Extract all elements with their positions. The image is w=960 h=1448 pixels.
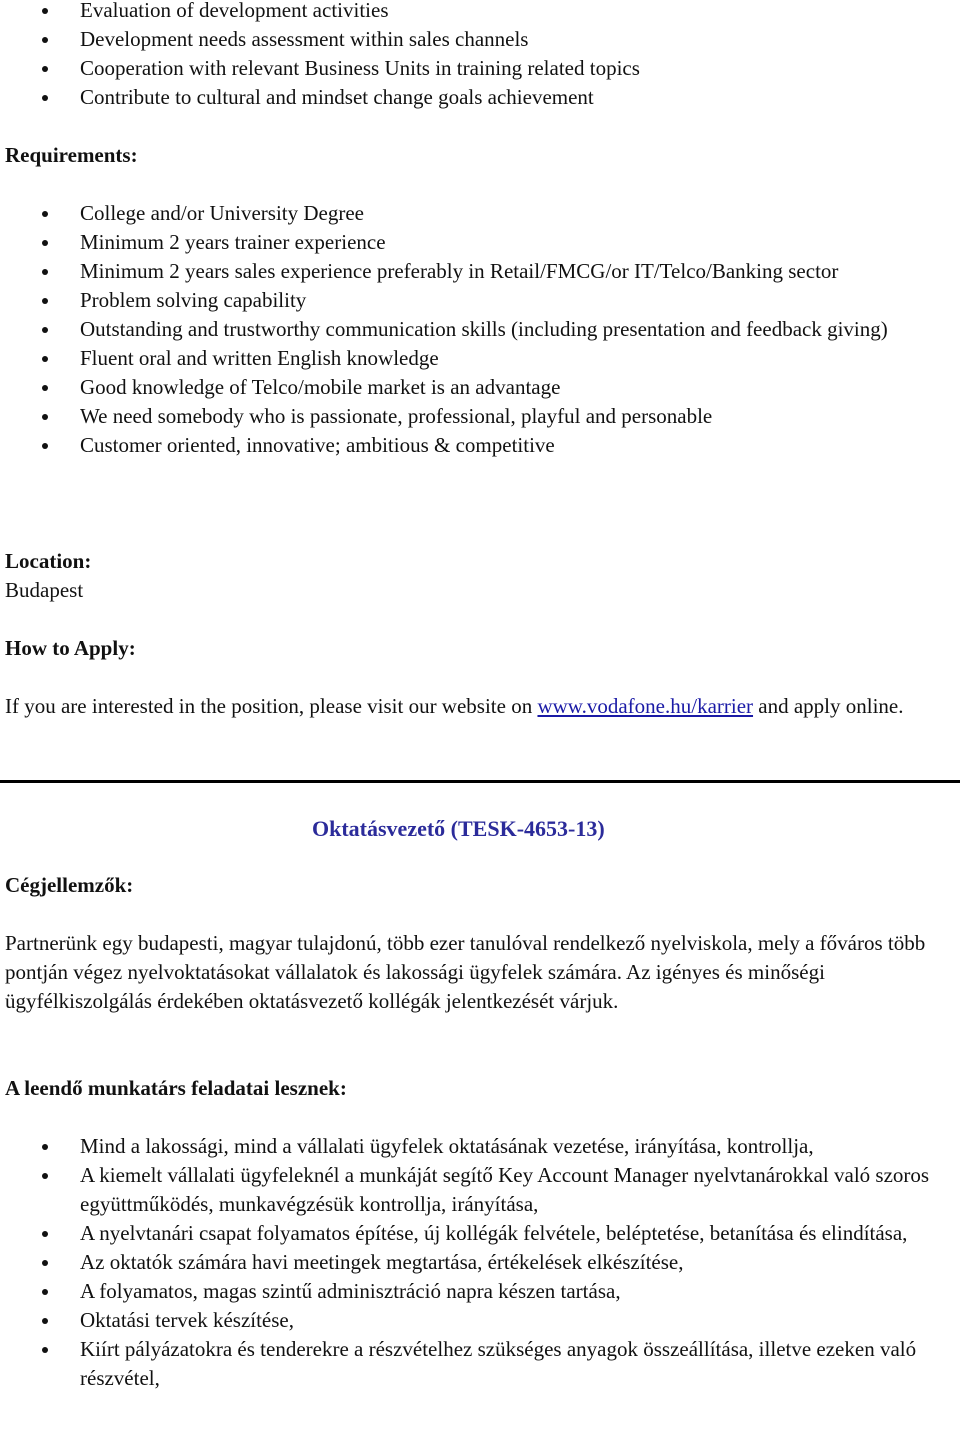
how-to-apply-heading: How to Apply: xyxy=(5,636,136,660)
list-item: Kiírt pályázatokra és tenderekre a részvételhez szükséges anyagok összeállítása, illetve ezeken való részvétel, xyxy=(5,1335,930,1393)
company-description: Partnerünk egy budapesti, magyar tulajdonú, több ezer tanulóval rendelkező nyelviskola, mely a főváros több pontján végez nyelvoktatásokat vállalatok és lakossági ügyfelek számára. Az igényes és minőségi ügyfélkiszolgálás érdekében oktatásvezető kollégák jelentkezését várjuk. xyxy=(5,931,926,1013)
vodafone-career-link[interactable]: www.vodafone.hu/karrier xyxy=(537,694,754,718)
list-item: College and/or University Degree xyxy=(5,199,935,228)
apply-text-after: and apply online. xyxy=(753,694,904,718)
tasks-bullet-list xyxy=(5,1132,930,1393)
list-item: Problem solving capability xyxy=(5,286,935,315)
list-item: Fluent oral and written English knowledge xyxy=(5,344,935,373)
development-bullet-list xyxy=(5,0,955,112)
apply-text-before: If you are interested in the position, please visit our website on xyxy=(5,694,538,718)
list-item: Cooperation with relevant Business Units in training related topics xyxy=(5,54,955,83)
company-heading: Cégjellemzők: xyxy=(5,873,134,897)
requirements-heading: Requirements: xyxy=(5,143,138,167)
list-item: Contribute to cultural and mindset change goals achievement xyxy=(5,83,955,112)
list-item: Oktatási tervek készítése, xyxy=(5,1306,930,1335)
requirements-bullet-list xyxy=(5,199,935,460)
list-item: Mind a lakossági, mind a vállalati ügyfelek oktatásának vezetése, irányítása, kontrollja, xyxy=(5,1132,930,1161)
list-item: Az oktatók számára havi meetingek megtartása, értékelések elkészítése, xyxy=(5,1248,930,1277)
list-item: A folyamatos, magas szintű adminisztráció napra készen tartása, xyxy=(5,1277,930,1306)
list-item: Customer oriented, innovative; ambitious & competitive xyxy=(5,431,935,460)
list-item: We need somebody who is passionate, professional, playful and personable xyxy=(5,402,935,431)
section-divider xyxy=(0,780,960,783)
location-value: Budapest xyxy=(5,578,84,602)
job-title: Oktatásvezető (TESK-4653-13) xyxy=(312,816,605,841)
list-item: Outstanding and trustworthy communication skills (including presentation and feedback giving) xyxy=(5,315,935,344)
list-item: Evaluation of development activities xyxy=(5,0,955,25)
list-item: A nyelvtanári csapat folyamatos építése, új kollégák felvétele, beléptetése, betanítása és elindítása, xyxy=(5,1219,930,1248)
location-heading: Location: xyxy=(5,549,92,573)
tasks-heading: A leendő munkatárs feladatai lesznek: xyxy=(5,1076,347,1100)
list-item: Minimum 2 years trainer experience xyxy=(5,228,935,257)
list-item: Development needs assessment within sales channels xyxy=(5,25,955,54)
list-item: A kiemelt vállalati ügyfeleknél a munkáját segítő Key Account Manager nyelvtanárokkal való szoros együttműködés, munkavégzésük kontrollja, irányítása, xyxy=(5,1161,930,1219)
list-item: Minimum 2 years sales experience preferably in Retail/FMCG/or IT/Telco/Banking sector xyxy=(5,257,935,286)
apply-paragraph xyxy=(5,692,955,721)
list-item: Good knowledge of Telco/mobile market is an advantage xyxy=(5,373,935,402)
